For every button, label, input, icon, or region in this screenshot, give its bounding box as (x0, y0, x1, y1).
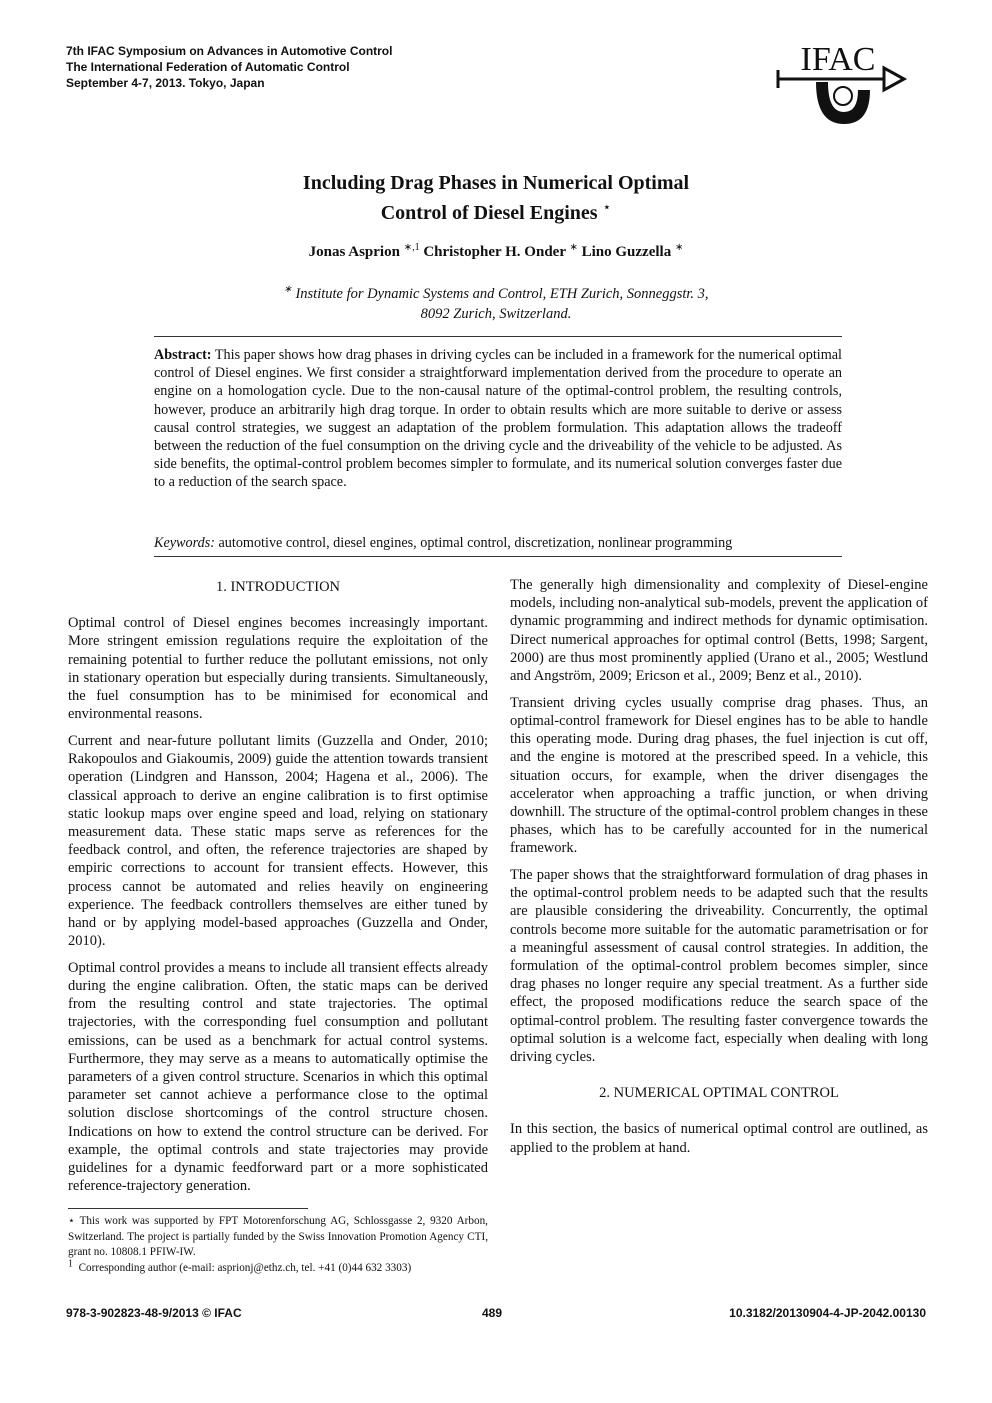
footer-page-number: 489 (482, 1306, 503, 1320)
author-onder: Christopher H. Onder (423, 244, 566, 260)
footnote-corresponding-text: Corresponding author (e-mail: asprionj@ethz.ch, tel. +41 (0)44 632 3303) (78, 1261, 412, 1274)
footnote-funding (68, 1214, 488, 1261)
federation-name: The International Federation of Automatic Control (66, 60, 350, 74)
right-column (510, 576, 928, 1165)
footnote-rule (68, 1208, 308, 1209)
intro-paragraph-2: Current and near-future pollutant limits (Guzzella and Onder, 2010; Rakopoulos and Giakoumis, 2009) guide the attention towards transient operation (Lindgren and Hansson, 2004; Hagena et al., 2006). The classical approach to derive an engine calibration is to first optimise static lookup maps over engine speed and load, relying on stationary measurement data. These static maps serve as references for the feedback control, and often, the reference trajectories are shaped by empiric corrections to account for transient effects. However, this process cannot be automated and relies heavily on engineering experience. The feedback controllers themselves are either tuned by hand or by applying model-based approaches (Guzzella and Onder, 2010). (68, 732, 488, 950)
author-asprion: Jonas Asprion (308, 244, 400, 260)
abstract-text: This paper shows how drag phases in driving cycles can be included in a framework for the numerical optimal control of Diesel engines. We first consider a straightforward implementation derived from the procedure to operate an engine on a homologation cycle. Due to the non-causal nature of the optimal-control problem, the resulting controls, however, produce an arbitrarily high drag torque. In order to obtain results which are more suitable to derive or assess causal control strategies, we suggest an adaptation of the problem formulation. This adaptation allows the tradeoff between the reduction of the fuel consumption on the driving cycle and the driveability of the vehicle to be adjusted. As side benefits, the optimal-control problem becomes simpler to formulate, and its numerical solution converges faster due to a reduction of the search space. (154, 347, 842, 491)
author-asprion-marks: ∗,1 (403, 242, 420, 253)
intro-paragraph-5: Transient driving cycles usually comprise drag phases. Thus, an optimal-control framework for Diesel engines has to be able to handle this operating mode. During drag phases, the fuel injection is cut off, and the engine is motored at the prescribed speed. In a vehicle, this situation occurs, for example, when the driver disengages the accelerator when approaching a traffic junction, or when driving downhill. The structure of the optimal-control problem changes in these phases, which has to be carefully accounted for in the numerical framework. (510, 694, 928, 857)
footer-isbn: 978-3-902823-48-9/2013 © IFAC (66, 1306, 242, 1320)
footnote-funding-mark: ⋆ (68, 1215, 76, 1227)
left-column (68, 576, 488, 1204)
conference-date-location: September 4-7, 2013. Tokyo, Japan (66, 76, 265, 90)
conference-header (66, 43, 392, 91)
title-line-2: Control of Diesel Engines (380, 202, 598, 224)
intro-paragraph-6: The paper shows that the straightforward formulation of drag phases in the optimal-control problem needs to be adapted such that the results are plausible considering the driveability. Concurrently, the optimal controls become more suitable for the automatic parametrisation or for a meaningful assessment of causal control strategies. In addition, the formulation of the optimal-control problem becomes simpler, since drag phases no longer require any special treatment. As a further side effect, the proposed modifications reduce the search space of the optimal-control problem. The resulting faster convergence towards the optimal solution is a welcome fact, especially when dealing with long driving cycles. (510, 867, 928, 1066)
author-guzzella: Lino Guzzella (581, 244, 672, 260)
section-2-paragraph-1: In this section, the basics of numerical optimal control are outlined, as applied to the problem at hand. (510, 1121, 928, 1156)
abstract (154, 346, 842, 492)
author-list (150, 244, 842, 261)
ifac-logo-text: IFAC (800, 41, 876, 78)
footnote-corresponding (68, 1257, 488, 1277)
section-2-heading: 2. NUMERICAL OPTIMAL CONTROL (599, 1085, 839, 1102)
ifac-logo (776, 38, 908, 128)
intro-paragraph-3: Optimal control provides a means to include all transient effects already during the engine calibration. Often, the static maps can be derived from the resulting control and state trajectories. The optimal trajectories, with the corresponding fuel consumption and pollutant emissions, can be used as a benchmark for actual control systems. Furthermore, they may serve as a means to automatically optimise the parameters of a given control structure. Scenarios in which this optimal parameter set cannot achieve a performance close to the optimal solution disclose shortcomings of the control structure chosen. Indications on how to extend the control structure can be derived. For example, the optimal controls and state trajectories may provide guidelines for a dynamic feedforward part or a more sophisticated reference-trajectory generation. (68, 959, 488, 1195)
keywords-text: automotive control, diesel engines, optimal control, discretization, nonlinear programming (218, 535, 733, 551)
title-line-1: Including Drag Phases in Numerical Optimal (302, 172, 690, 194)
intro-paragraph-4: The generally high dimensionality and complexity of Diesel-engine models, including non-analytical sub-models, prevent the application of dynamic programming and indirect methods for dynamic optimisation. Direct numerical approaches for optimal control (Betts, 1998; Sargent, 2000) are thus most prominently applied (Urano et al., 2005; Westlund and Angström, 2009; Ericson et al., 2009; Benz et al., 2010). (510, 577, 928, 685)
abstract-label: Abstract: (154, 347, 212, 363)
author-guzzella-mark: ∗ (674, 242, 684, 253)
conference-name: 7th IFAC Symposium on Advances in Automotive Control (66, 44, 393, 58)
keywords (154, 534, 842, 553)
paper-title (150, 168, 842, 228)
footnote-funding-text: This work was supported by FPT Motorenforschung AG, Schlossgasse 2, 9320 Arbon, Switzerland. The project is partially funded by the Swiss Innovation Promotion Agency CTI, grant no. 10808.1 PFIW-IW. (68, 1215, 488, 1258)
abstract-top-rule (154, 336, 842, 337)
footnote-corresponding-mark: 1 (68, 1257, 73, 1269)
title-footnote-mark: ⋆ (602, 200, 612, 216)
affiliation (150, 284, 842, 324)
footnotes (68, 1214, 488, 1276)
affiliation-line-1: Institute for Dynamic Systems and Control, ETH Zurich, Sonneggstr. 3, (295, 286, 709, 302)
affiliation-line-2: 8092 Zurich, Switzerland. (420, 306, 572, 322)
affiliation-mark: ∗ (283, 284, 292, 296)
intro-paragraph-1: Optimal control of Diesel engines becomes increasingly important. More stringent emission regulations require the exploitation of the remaining potential to further reduce the pollutant emissions, not only in stationary operation but especially during transients. Simultaneously, the fuel consumption has to be minimised for economical and environmental reasons. (68, 615, 488, 723)
keywords-bottom-rule (154, 556, 842, 557)
keywords-label: Keywords: (154, 535, 215, 551)
section-1-heading: 1. INTRODUCTION (215, 579, 341, 595)
footer-doi: 10.3182/20130904-4-JP-2042.00130 (729, 1306, 926, 1320)
author-onder-mark: ∗ (569, 242, 578, 253)
